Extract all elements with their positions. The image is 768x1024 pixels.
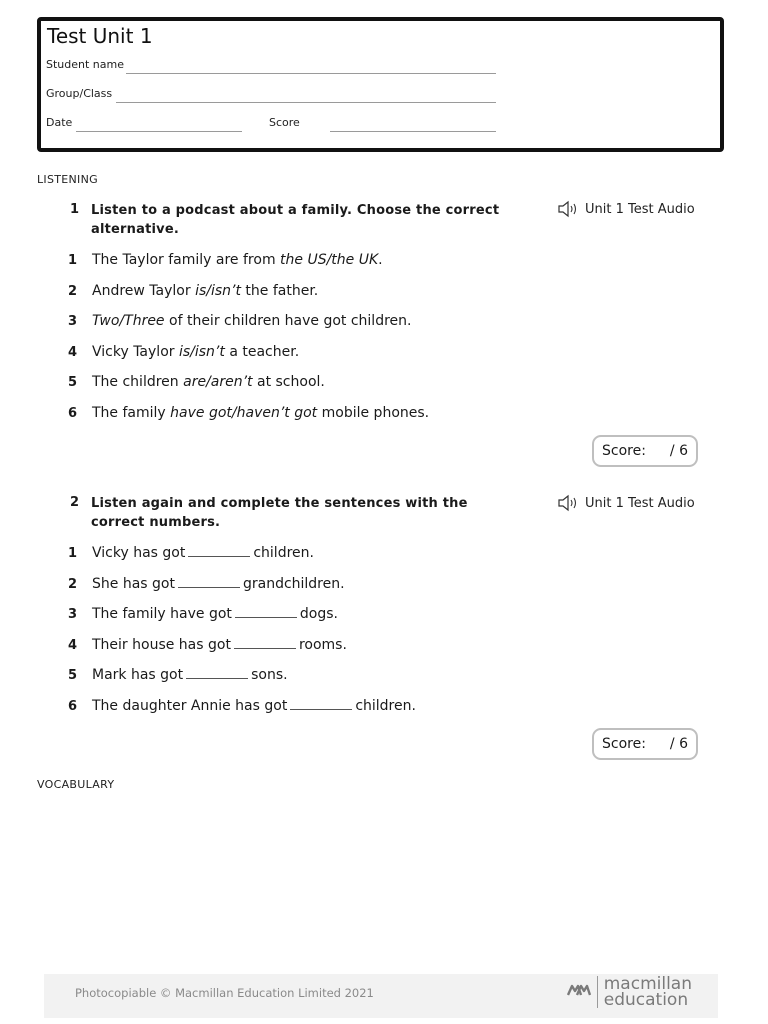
logo-line-2: education — [603, 990, 689, 1010]
item-text: Vicky has got — [92, 545, 186, 561]
item-number: 6 — [68, 699, 78, 714]
item-text: children. — [355, 698, 416, 714]
speaker-icon — [557, 200, 579, 218]
item-text: The family — [92, 405, 171, 421]
exercise-item — [68, 636, 347, 655]
item-number: 2 — [68, 283, 78, 299]
publisher-logo — [567, 976, 692, 1008]
item-text: The Taylor family are from — [92, 252, 281, 268]
item-text: She has got — [92, 575, 175, 592]
item-text: The children — [92, 374, 184, 391]
exercise-number: 2 — [70, 495, 80, 510]
exercise-item — [68, 544, 314, 563]
exercise-item — [68, 697, 416, 716]
item-text: Mark has got — [92, 667, 184, 684]
item-alternatives[interactable]: Two/Three — [92, 313, 165, 330]
test-title: Test Unit 1 — [47, 24, 153, 48]
item-alternatives[interactable]: the US/the UK — [280, 252, 379, 268]
date-label: Date — [46, 116, 73, 129]
item-text: a teacher. — [224, 343, 300, 360]
score-box-total: / 6 — [669, 443, 688, 459]
section-vocabulary: VOCABULARY — [37, 778, 115, 791]
item-number: 1 — [68, 253, 78, 268]
item-number: 6 — [68, 406, 78, 421]
score-label: Score — [269, 116, 300, 129]
answer-blank[interactable] — [186, 666, 248, 679]
item-text: The family have got — [92, 606, 232, 623]
item-text: mobile phones. — [317, 405, 430, 421]
score-box-label: Score: — [602, 736, 646, 752]
item-text: of their children have got children. — [164, 313, 412, 330]
exercise-instruction: Listen again and complete the sentences with the correct numbers. — [91, 496, 468, 530]
answer-blank[interactable] — [235, 605, 297, 618]
item-text: . — [378, 252, 383, 268]
group-class-line[interactable] — [116, 102, 496, 103]
item-number: 1 — [68, 546, 78, 561]
item-number: 3 — [68, 607, 78, 623]
item-text: Andrew Taylor — [92, 282, 196, 299]
item-text: grandchildren. — [242, 575, 345, 592]
logo-divider — [597, 976, 598, 1008]
exercise-item — [68, 404, 429, 423]
exercise-instruction: Listen to a podcast about a family. Choose the correct alternative. — [91, 203, 500, 237]
student-name-label: Student name — [46, 58, 124, 71]
item-text: children. — [253, 545, 314, 561]
copyright-text: Photocopiable © Macmillan Education Limited 2021 — [75, 986, 374, 1000]
exercise-item — [68, 251, 383, 270]
exercise-item — [68, 575, 345, 594]
item-text: The daughter Annie has got — [92, 698, 288, 714]
item-text: dogs. — [299, 606, 338, 623]
score-line[interactable] — [330, 131, 496, 132]
audio-label: Unit 1 Test Audio — [585, 201, 695, 217]
exercise-item — [68, 605, 338, 624]
exercise-item — [68, 373, 325, 392]
score-box — [592, 728, 698, 760]
item-number: 2 — [68, 576, 78, 592]
exercise-number: 1 — [70, 202, 80, 217]
item-number: 5 — [68, 668, 78, 684]
answer-blank[interactable] — [188, 544, 250, 557]
item-alternatives[interactable]: is/isn’t — [178, 343, 225, 360]
exercise-item — [68, 666, 288, 685]
page-footer — [44, 974, 718, 1018]
item-number: 3 — [68, 314, 78, 330]
item-number: 4 — [68, 344, 78, 360]
student-name-line[interactable] — [126, 73, 496, 74]
item-text: Their house has got — [92, 636, 231, 653]
audio-label: Unit 1 Test Audio — [585, 495, 695, 511]
answer-blank[interactable] — [290, 697, 352, 710]
item-alternatives[interactable]: are/aren’t — [183, 374, 253, 391]
answer-blank[interactable] — [178, 575, 240, 588]
score-box — [592, 435, 698, 467]
item-number: 4 — [68, 637, 78, 653]
section-listening: LISTENING — [37, 173, 98, 186]
item-text: the father. — [240, 282, 319, 299]
score-box-label: Score: — [602, 443, 646, 459]
item-alternatives[interactable]: have got/haven’t got — [170, 405, 318, 421]
logo-text — [604, 976, 692, 1008]
exercise-item — [68, 282, 318, 301]
exercise-item — [68, 343, 299, 362]
score-box-total: / 6 — [669, 736, 688, 752]
speaker-icon — [557, 494, 579, 512]
item-text: rooms. — [298, 636, 347, 653]
exercise-item — [68, 312, 411, 331]
date-line[interactable] — [76, 131, 242, 132]
test-header-box — [37, 17, 724, 152]
item-alternatives[interactable]: is/isn’t — [195, 282, 241, 299]
macmillan-mark-icon — [567, 981, 591, 1003]
audio-link[interactable] — [557, 200, 695, 218]
item-text: Vicky Taylor — [92, 343, 179, 360]
answer-blank[interactable] — [234, 636, 296, 649]
item-number: 5 — [68, 375, 78, 391]
logo-line-1: macmillan — [603, 974, 692, 994]
item-text: at school. — [252, 374, 325, 391]
audio-link[interactable] — [557, 494, 695, 512]
group-class-label: Group/Class — [46, 87, 113, 100]
item-text: sons. — [251, 667, 288, 684]
